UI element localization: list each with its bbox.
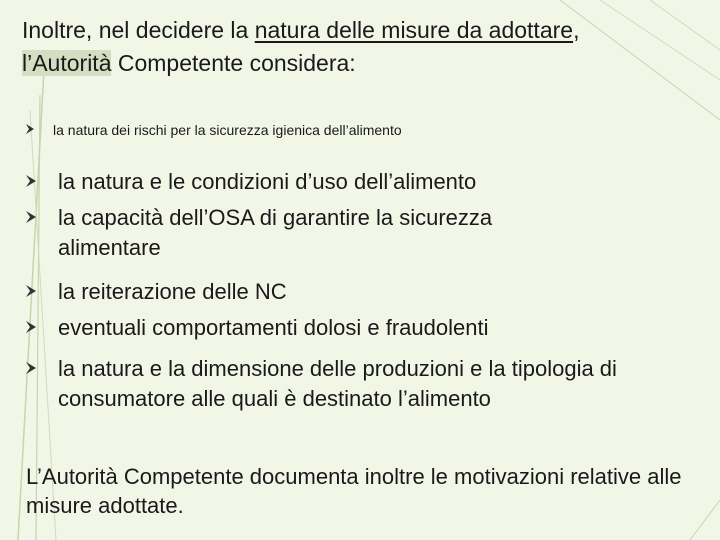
bullet-item xyxy=(26,354,643,414)
closing-paragraph: L’Autorità Competente documenta inoltre le motivazioni relative alle misure adottate. xyxy=(26,464,682,518)
bullet-item xyxy=(26,167,658,197)
bullet-text: la reiterazione delle NC xyxy=(58,279,287,304)
slide-title xyxy=(22,14,712,80)
arrow-bullet-icon xyxy=(26,175,36,187)
title-text-3: Competente considera: xyxy=(111,50,356,76)
arrow-bullet-icon xyxy=(26,211,36,223)
arrow-bullet-icon xyxy=(26,285,36,297)
title-highlighted-text: l’Autorità xyxy=(22,50,112,76)
title-underlined-text: natura delle misure da adottare xyxy=(254,17,574,43)
bullet-text: la natura e la dimensione delle produzioni e la tipologia di consumatore alle quali è destinato l’alimento xyxy=(58,356,617,411)
bullet-text: la natura dei rischi per la sicurezza igienica dell’alimento xyxy=(53,122,402,138)
bullet-text: la natura e le condizioni d’uso dell’alimento xyxy=(58,169,477,194)
bullet-text: eventuali comportamenti dolosi e fraudolenti xyxy=(58,315,489,340)
bullet-item xyxy=(26,120,653,140)
title-text-2: , xyxy=(573,17,580,43)
bullet-text: la capacità dell’OSA di garantire la sicurezza alimentare xyxy=(58,205,493,260)
bullet-item xyxy=(26,277,658,307)
arrow-bullet-icon xyxy=(26,124,34,134)
title-text-1: Inoltre, nel decidere la xyxy=(22,17,255,43)
arrow-bullet-icon xyxy=(26,362,36,374)
arrow-bullet-icon xyxy=(26,321,36,333)
bullet-item xyxy=(26,313,658,343)
bullet-item xyxy=(26,203,528,263)
